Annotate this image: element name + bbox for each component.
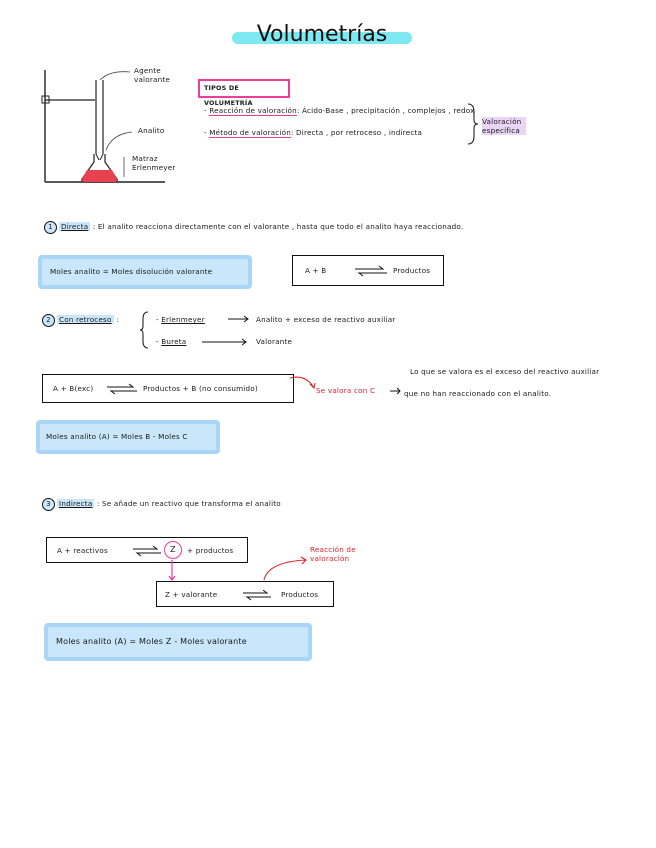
directa-moles: Moles analito = Moles disolución valorante: [50, 267, 213, 276]
tipos-line2-text: : Directa , por retroceso , indirecta: [290, 128, 423, 137]
pink-down-arrow-icon: [167, 560, 177, 582]
arrow-right-small-icon: [390, 387, 402, 395]
directa-eq-right: Productos: [393, 266, 431, 275]
indirecta-moles: Moles analito (A) = Moles Z - Moles valorante: [56, 637, 247, 646]
retroceso-item1-label: Erlenmeyer: [161, 315, 205, 324]
red-curved-arrow-icon: [288, 374, 318, 392]
retroceso-note-2: que no han reaccionado con el analito.: [404, 389, 552, 398]
indirecta-label: Indirecta: [59, 499, 93, 508]
equilibrium-arrow-icon: [243, 590, 271, 600]
tipos-side-note: Valoración específica: [482, 117, 526, 135]
label-agente: Agente valorante: [134, 66, 171, 84]
retroceso-colon: :: [116, 315, 119, 324]
directa-text: : El analito reacciona directamente con el valorante , hasta que todo el analito haya reaccionado.: [92, 222, 464, 231]
retroceso-item1-text: Analito + exceso de reactivo auxiliar: [256, 315, 396, 324]
retroceso-eq-mid: Productos + B (no consumido): [143, 384, 258, 393]
retroceso-red-note: Se valora con C: [316, 386, 376, 395]
indirecta-eq1-left: A + reactivos: [57, 546, 108, 555]
label-analito: Analito: [138, 126, 165, 135]
retroceso-moles-box: [36, 420, 220, 454]
page-title: Volumetrías: [256, 22, 388, 47]
tipos-line1-text: : Ácido-Base , precipitación , complejos , redox: [296, 106, 475, 115]
tipos-heading: TIPOS DE VOLUMETRÍA: [204, 84, 253, 107]
title-block: [232, 22, 412, 52]
indirecta-line: [42, 498, 281, 511]
directa-number: 1: [44, 221, 57, 234]
retroceso-item2-text: Valorante: [256, 337, 293, 346]
retroceso-number: 2: [42, 314, 55, 327]
equilibrium-arrow-icon: [107, 384, 137, 394]
directa-line: [44, 221, 463, 234]
retroceso-label: Con retroceso: [59, 315, 112, 324]
indirecta-moles-box: [44, 623, 312, 661]
retroceso-note-1: Lo que se valora es el exceso del reactivo auxiliar: [410, 367, 600, 376]
directa-label: Directa: [61, 222, 89, 231]
arrow-right-icon: [228, 315, 250, 323]
retroceso-item-1: - Erlenmeyer: [156, 315, 205, 324]
equilibrium-arrow-icon: [133, 546, 161, 556]
indirecta-eq2-left: Z + valorante: [165, 590, 218, 599]
retroceso-brace-icon: [140, 310, 150, 350]
retroceso-equation-box: [42, 374, 294, 403]
tipos-line1-label: Reacción de valoración: [209, 106, 297, 115]
retroceso-eq-left: A + B(exc): [53, 384, 94, 393]
red-curved-arrow-icon: [262, 556, 312, 582]
indirecta-eq1-right: + productos: [187, 546, 234, 555]
indirecta-equation2-box: [156, 581, 334, 607]
brace-icon: [466, 102, 480, 146]
label-matraz: Matraz Erlenmeyer: [132, 154, 176, 172]
long-arrow-right-icon: [202, 338, 248, 346]
indirecta-z-circle: Z: [164, 541, 182, 559]
tipos-line-2: - Método de valoración: Directa , por retroceso , indirecta: [204, 128, 423, 137]
directa-moles-box: [38, 255, 252, 289]
indirecta-eq2-right: Productos: [281, 590, 319, 599]
indirecta-text: : Se añade un reactivo que transforma el analito: [96, 499, 281, 508]
tipos-line2-label: Método de valoración: [209, 128, 291, 137]
indirecta-red-note: Reacción de valoración: [310, 545, 356, 563]
retroceso-line: [42, 314, 119, 327]
indirecta-equation1-box: [46, 537, 248, 563]
tipos-line-1: - Reacción de valoración: Ácido-Base , precipitación , complejos , redox: [204, 106, 475, 115]
equilibrium-arrow-icon: [355, 266, 387, 276]
tipos-heading-box: [198, 79, 290, 107]
directa-equation-box: [292, 255, 444, 286]
indirecta-number: 3: [42, 498, 55, 511]
retroceso-item2-label: Bureta: [161, 337, 187, 346]
retroceso-item-2: - Bureta: [156, 337, 187, 346]
directa-eq-left: A + B: [305, 266, 327, 275]
retroceso-moles: Moles analito (A) = Moles B - Moles C: [46, 432, 188, 441]
